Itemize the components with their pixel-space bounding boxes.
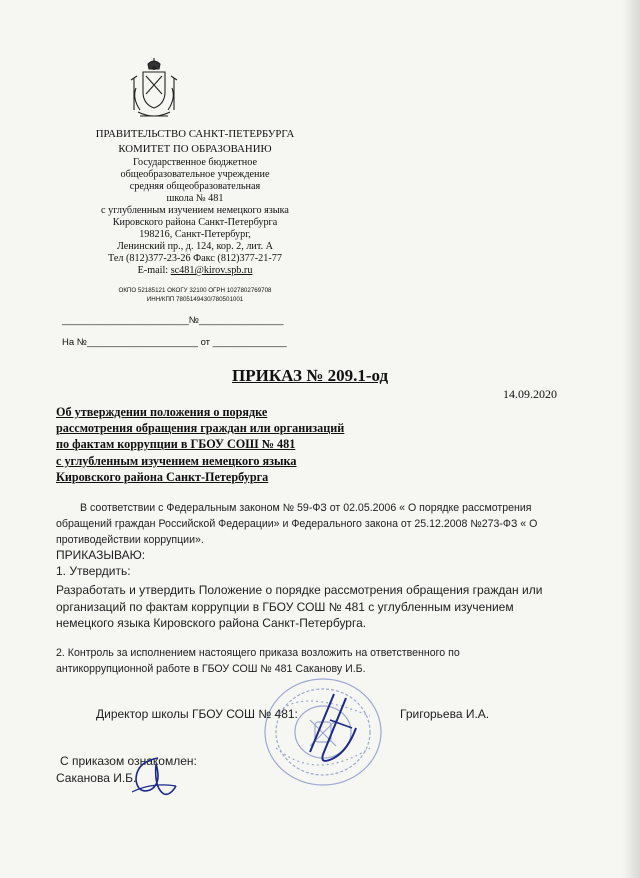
item1-line: Разработать и утвердить Положение о порядке рассмотрения обращения граждан или	[56, 583, 543, 597]
coat-of-arms-icon	[128, 58, 180, 122]
preamble-line: обращений граждан Российской Федерации» и Федерального закона от 25.12.2008 №273-ФЗ « О	[56, 518, 538, 530]
item1-label: 1. Утвердить:	[56, 564, 131, 578]
tax-codes: ИНН/КПП 7805149430/780501001	[146, 296, 244, 303]
director-label: Директор школы ГБОУ СОШ № 481:	[96, 707, 298, 721]
org-line: средняя общеобразовательная	[129, 181, 261, 192]
item2-line: антикоррупционной работе в ГБОУ СОШ № 481 Саканову И.Б.	[56, 663, 366, 675]
page-edge-shadow	[622, 0, 640, 878]
subject-line: с углубленным изучением немецкого языка	[56, 454, 297, 468]
org-line: общеобразовательное учреждение	[120, 169, 270, 180]
item1-line: организаций по фактам коррупции в ГБОУ СОШ № 481 с углубленным изучением	[56, 600, 514, 614]
subject-line: Кировского района Санкт-Петербурга	[56, 470, 269, 484]
registration-line: ________________________№________________	[62, 315, 284, 326]
order-word: ПРИКАЗЫВАЮ:	[56, 548, 146, 562]
email-line	[40, 264, 350, 277]
order-title: ПРИКАЗ № 209.1-од	[232, 366, 389, 385]
preamble-line: В соответствии с Федеральным законом № 59-ФЗ от 02.05.2006 « О порядке рассмотрения	[80, 502, 532, 514]
subject-line: Об утверждении положения о порядке	[56, 405, 268, 419]
subject-line: рассмотрения обращения граждан или организаций	[56, 421, 345, 435]
org-line: с углубленным изучением немецкого языка	[101, 205, 289, 216]
email-label: E-mail:	[137, 265, 171, 276]
org-line: Тел (812)377-23-26 Факс (812)377-21-77	[108, 253, 282, 264]
org-line: Ленинский пр., д. 124, кор. 2, лит. А	[116, 241, 274, 252]
registry-codes: ОКПО 52185121 ОКОГУ 32100 ОГРН 1027802769708	[118, 287, 272, 294]
org-line: Кировского района Санкт-Петербурга	[112, 217, 278, 228]
org-line: школа № 481	[166, 193, 224, 204]
acquainted-label: С приказом ознакомлен:	[60, 754, 197, 768]
subject-line: по фактам коррупции в ГБОУ СОШ № 481	[56, 437, 296, 451]
director-name: Григорьева И.А.	[400, 707, 490, 721]
acquainted-name: Саканова И.Б.	[56, 771, 137, 785]
committee-name: КОМИТЕТ ПО ОБРАЗОВАНИЮ	[118, 143, 272, 155]
item2-line: 2. Контроль за исполнением настоящего приказа возложить на ответственного по	[56, 647, 460, 659]
org-line: Государственное бюджетное	[133, 157, 257, 168]
government-name: ПРАВИТЕЛЬСТВО САНКТ-ПЕТЕРБУРГА	[95, 128, 295, 140]
employee-signature-icon	[128, 752, 180, 798]
director-signature-icon	[300, 690, 362, 770]
reference-line: На №_____________________ от ______________	[62, 337, 287, 348]
preamble-line: противодействии коррупции».	[56, 534, 204, 546]
order-date: 14.09.2020	[503, 387, 557, 401]
org-line: 198216, Санкт-Петербург,	[139, 229, 251, 240]
item1-line: немецкого языка Кировского района Санкт-Петербурга.	[56, 616, 367, 630]
email-link[interactable]: sc481@kirov.spb.ru	[170, 265, 253, 276]
